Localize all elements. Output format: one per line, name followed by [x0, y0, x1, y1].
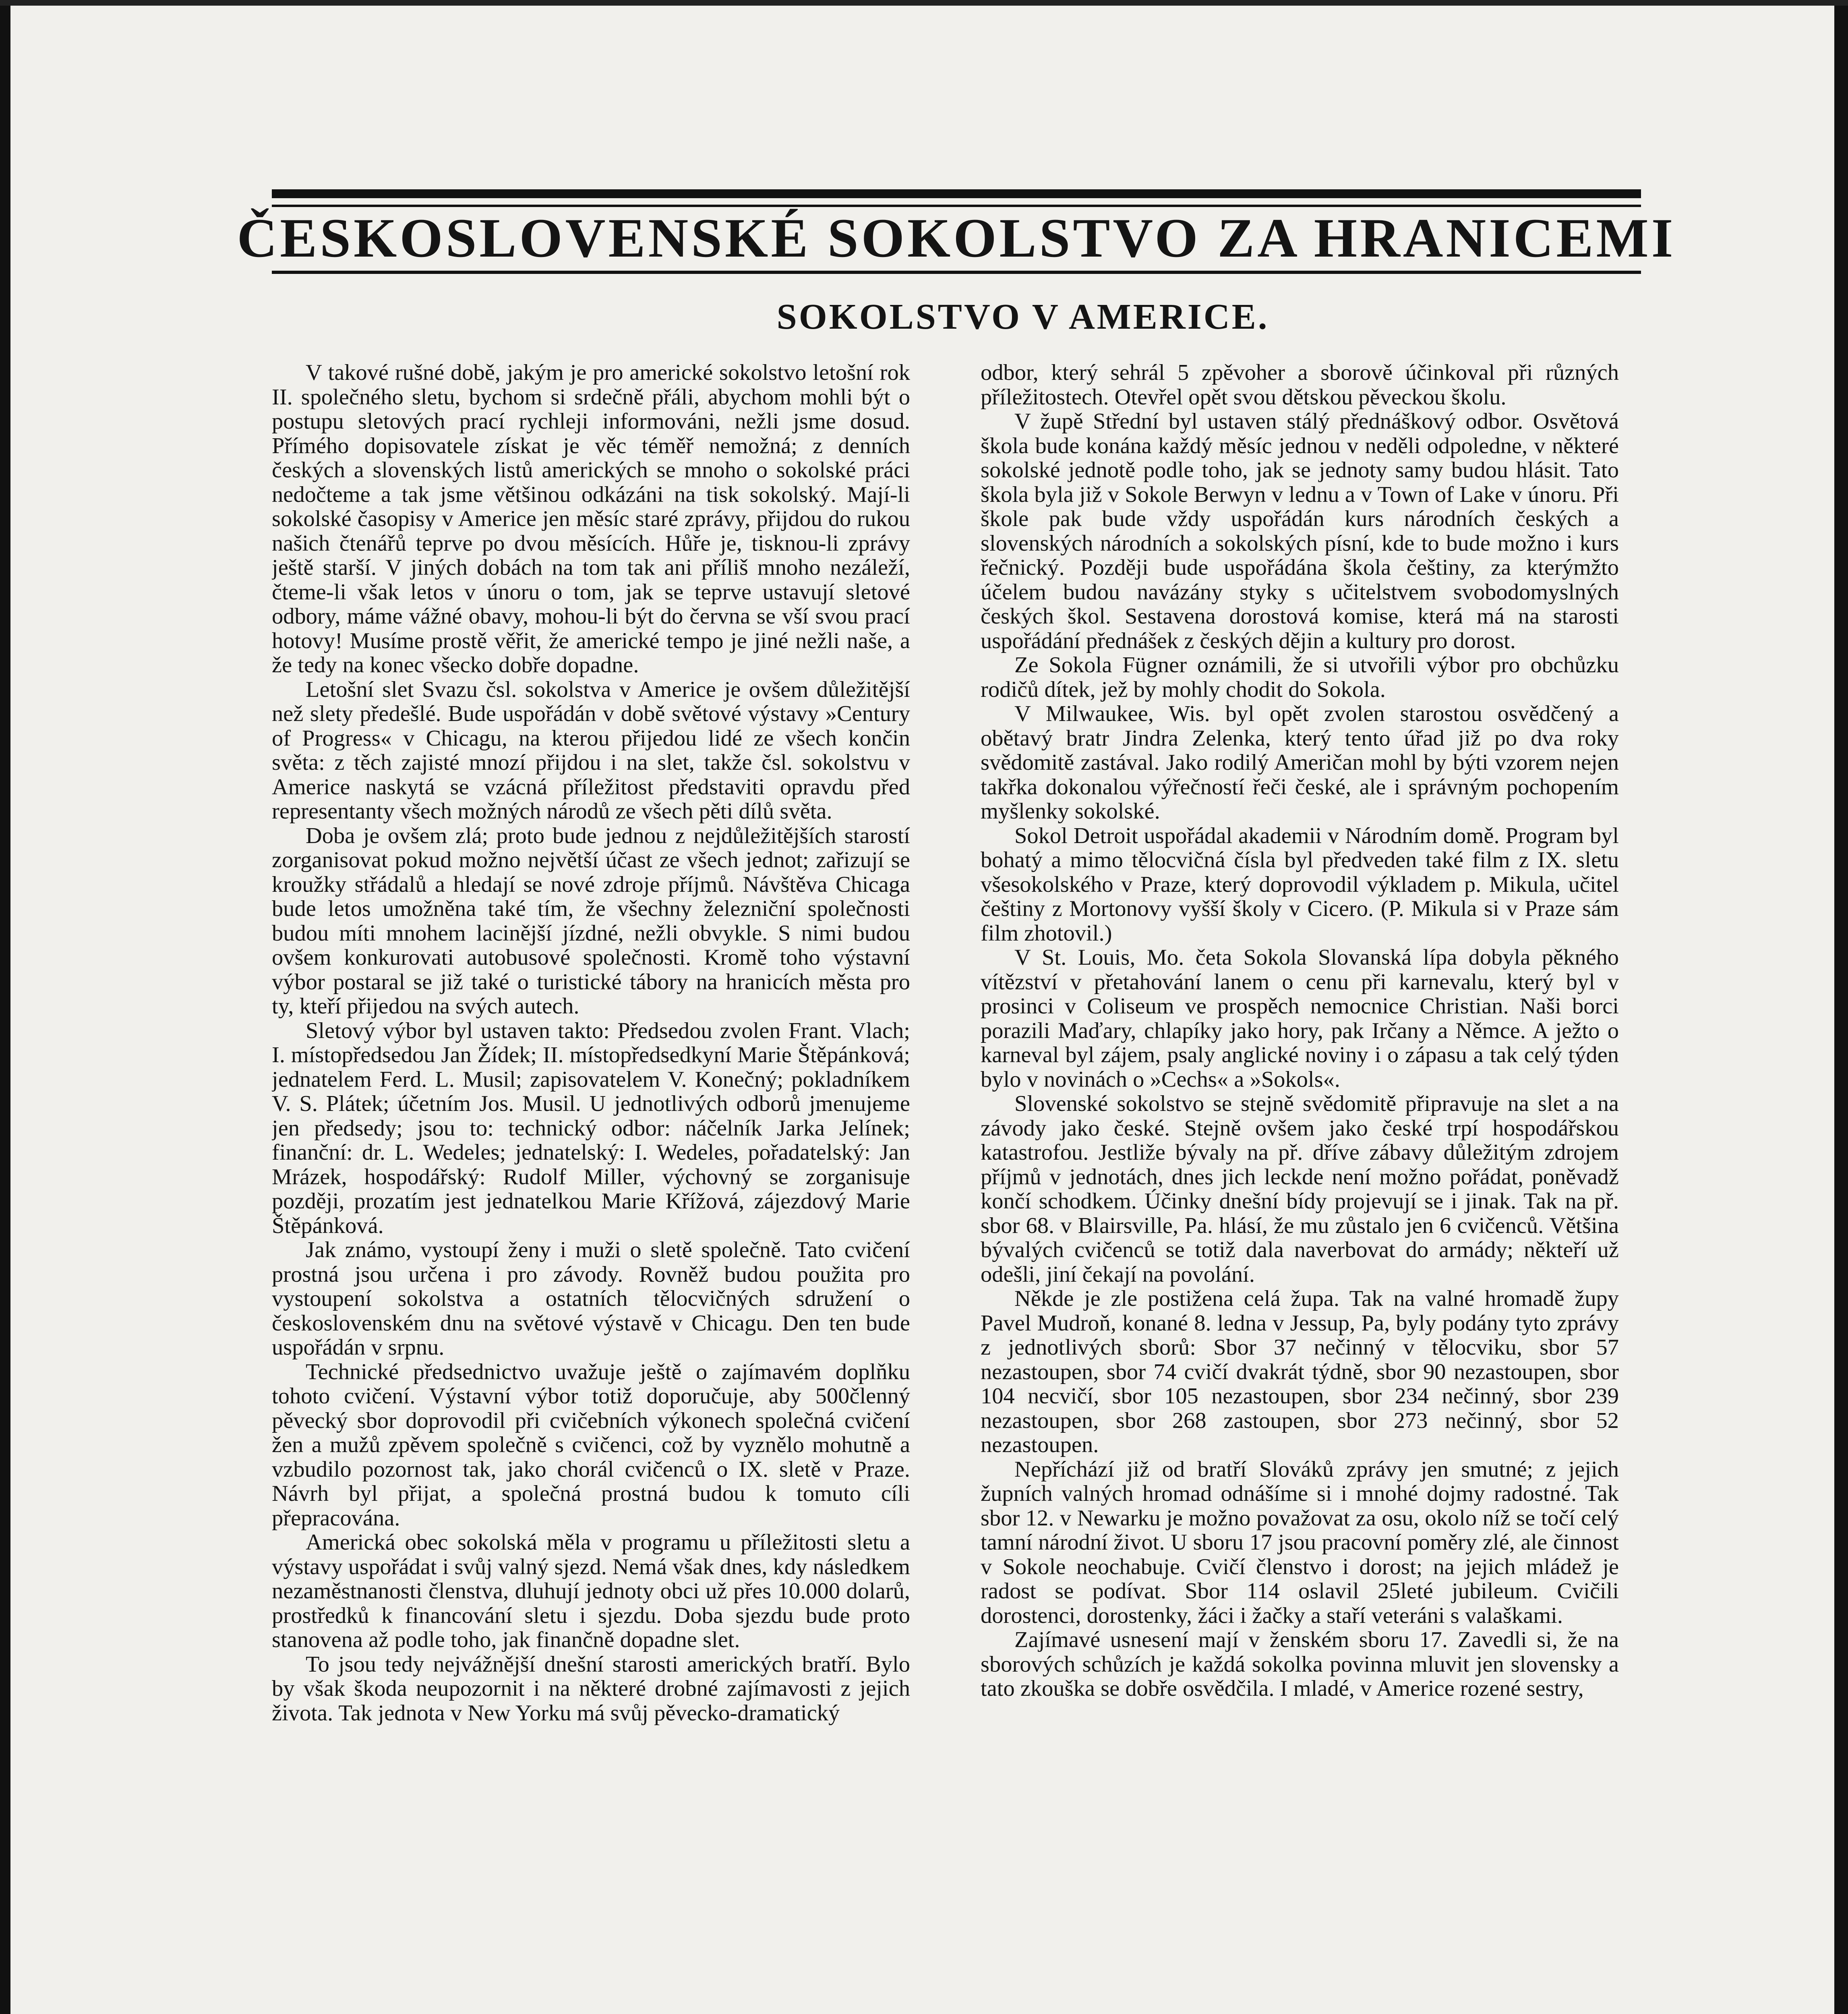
paragraph: V takové rušné době, jakým je pro americké sokolstvo letošní rok II. společného sletu, bychom si srdečně přáli, abychom mohli být o postupu sletových prací rychleji informováni, nežli jsme dosud. Přímého dopisovatele získat je věc téměř nemožná; z denních českých a slovenských listů amerických se mnoho o sokolské práci nedočteme a tak jsme většinou odkázáni na tisk sokolský. Mají-li sokolské časopisy v Americe jen měsíc staré zprávy, přijdou do rukou našich čtenářů teprve po dvou měsících. Hůře je, tisknou-li zprávy ještě starší. V jiných dobách na tom tak ani příliš mnoho nezáleží, čteme-li však letos v únoru o tom, jak se teprve ustavují sletové odbory, máme vážné obavy, mohou-li být do června se vší svou prací hotovy! Musíme prostě věřit, že americké tempo je jiné nežli naše, a že tedy na konec všecko dobře dopadne.: [272, 361, 910, 678]
paragraph: Zajímavé usnesení mají v ženském sboru 17. Zavedli si, že na sborových schůzích je každá sokolka povinna mluvit jen slovensky a tato zkouška se dobře osvědčila. I mladé, v Americe rozené sestry,: [981, 1627, 1619, 1701]
paragraph: Technické předsednictvo uvažuje ještě o zajímavém doplňku tohoto cvičení. Výstavní výbor totiž doporučuje, aby 500členný pěvecký sbor doprovodil při cvičebních výkonech společná cvičení žen a mužů zpěvem společně s cvičenci, což by vyznělo mohutně a vzbudilo pozornost tak, jako chorál cvičenců o IX. sletě v Praze. Návrh byl přijat, a společná prostná budou k tomuto cíli přepracována.: [272, 1359, 910, 1531]
paragraph: Americká obec sokolská měla v programu u příležitosti sletu a výstavy uspořádat i svůj valný sjezd. Nemá však dnes, kdy následkem nezaměstnanosti členstva, dluhují jednoty obci už přes 10.000 dolarů, prostředků k financování sletu i sjezdu. Doba sjezdu bude proto stanovena až podle toho, jak finančně dopadne slet.: [272, 1530, 910, 1652]
scan-edge-left: [0, 0, 10, 2014]
paragraph-continued: odbor, který sehrál 5 zpěvoher a sborově účinkoval při různých příležitostech. Otevřel opět svou dětskou pěveckou školu.: [981, 361, 1619, 410]
paragraph: Někde je zle postižena celá župa. Tak na valné hromadě župy Pavel Mudroň, konané 8. ledna v Jessup, Pa, byly podány tyto zprávy z jednotlivých sborů: Sbor 37 nečinný v tělocviku, sbor 57 nezastoupen, sbor 74 cvičí dvakrát týdně, sbor 90 nezastoupen, sbor 104 necvičí, sbor 105 nezastoupen, sbor 234 nečinný, sbor 239 nezastoupen, sbor 268 zastoupen, sbor 273 nečinný, sbor 52 nezastoupen.: [981, 1286, 1619, 1457]
paragraph: Jak známo, vystoupí ženy i muži o sletě společně. Tato cvičení prostná jsou určena i pro závody. Rovněž budou použita pro vystoupení sokolstva a ostatních tělocvičných sdružení o československém dnu na světové výstavě v Chicagu. Den ten bude uspořádán v srpnu.: [272, 1237, 910, 1360]
paragraph: V župě Střední byl ustaven stálý přednáškový odbor. Osvětová škola bude konána každý měsíc jednou v neděli odpoledne, v některé sokolské jednotě podle toho, jak se jednoty samy budou hlásit. Tato škola byla již v Sokole Berwyn v lednu a v Town of Lake v únoru. Při škole pak bude vždy uspořádán kurs národních českých a slovenských národních a sokolských písní, kde to bude možno i kurs řečnický. Později bude uspořádána škola češtiny, za kterýmžto účelem budou navázány styky s učitelstvem svobodomyslných českých škol. Sestavena dorostová komise, která má na starosti uspořádání přednášek z českých dějin a kultury pro dorost.: [981, 409, 1619, 653]
left-column: [272, 361, 910, 2014]
paragraph: V St. Louis, Mo. četa Sokola Slovanská lípa dobyla pěkného vítězství v přetahování lanem o cenu při karnevalu, který byl v prosinci v Coliseum ve prospěch nemocnice Christian. Naši borci porazili Maďary, chlapíky jako hory, pak Irčany a Němce. A ježto o karneval byl zájem, psaly anglické noviny i o zápasu a tak celý týden bylo v novinách o »Cechs« a »Sokols«.: [981, 945, 1619, 1092]
scan-edge-right: [1834, 0, 1848, 2014]
masthead-rule-thick: [272, 189, 1641, 198]
paragraph: To jsou tedy nejvážnější dnešní starosti amerických bratří. Bylo by však škoda neupozornit i na některé drobné zajímavosti z jejich života. Tak jednota v New Yorku má svůj pěvecko-dramatický: [272, 1651, 910, 1726]
paragraph: V Milwaukee, Wis. byl opět zvolen starostou osvědčený a obětavý bratr Jindra Zelenka, který tento úřad již po dva roky svědomitě zastával. Jako rodilý Američan mohl by býti vzorem nejen takřka dokonalou výřečností řeči české, ale i správným pochopením myšlenky sokolské.: [981, 701, 1619, 824]
paragraph: Nepříchází již od bratří Slováků zprávy jen smutné; z jejich župních valných hromad odnášíme si i mnohé dojmy radostné. Tak sbor 12. v Newarku je možno považovat za osu, okolo níž se točí celý tamní národní život. U sboru 17 jsou pracovní poměry zlé, ale činnost v Sokole neochabuje. Cvičí členstvo i dorost; na jejich mládež je radost se podívat. Sbor 114 oslavil 25leté jubileum. Cvičili dorostenci, dorostenky, žáci i žačky a staří veteráni s valaškami.: [981, 1457, 1619, 1628]
scan-edge-top: [0, 0, 1848, 6]
masthead-rule-below: [272, 271, 1641, 274]
masthead-title: ČESKOSLOVENSKÉ SOKOLSTVO ZA HRANICEMI: [237, 207, 1676, 269]
paragraph: Sletový výbor byl ustaven takto: Předsedou zvolen Frant. Vlach; I. místopředsedou Jan Žídek; II. místopředsedkyní Marie Štěpánková; jednatelem Ferd. L. Musil; zapisovatelem V. Konečný; pokladníkem V. S. Plátek; účetním Jos. Musil. U jednotlivých odborů jmenujeme jen předsedy; jsou to: technický odbor: náčelník Jarka Jelínek; finanční: dr. L. Wedeles; jednatelský: I. Wedeles, pořadatelský: Jan Mrázek, hospodářský: Rudolf Miller, výchovný se zorganisuje později, prozatím jest jednatelkou Marie Křížová, zájezdový Marie Štěpánková.: [272, 1018, 910, 1238]
paragraph: Doba je ovšem zlá; proto bude jednou z nejdůležitějších starostí zorganisovat pokud možno největší účast ze všech jednot; zařizují se kroužky střádalů a hledají se nové zdroje příjmů. Návštěva Chicaga bude letos umožněna také tím, že všechny železniční společnosti budou míti mnohem lacinější jízdné, nežli obvykle. S nimi budou ovšem konkurovati autobusové společnosti. Kromě toho výstavní výbor postaral se již také o turistické tábory na hranicích města pro ty, kteří přijedou na svých autech.: [272, 823, 910, 1019]
paragraph: Letošní slet Svazu čsl. sokolstva v Americe je ovšem důležitější než slety předešlé. Bude uspořádán v době světové výstavy »Century of Progress« v Chicagu, na kterou přijedou lidé ze všech končin světa: z těch zajisté mnozí přijdou i na slet, takže čsl. sokolstvu v Americe naskytá se vzácná příležitost představiti opravdu před representanty všech možných národů ze všech pěti dílů světa.: [272, 677, 910, 824]
paragraph: Ze Sokola Fügner oznámili, že si utvořili výbor pro obchůzku rodičů dítek, jež by mohly chodit do Sokola.: [981, 653, 1619, 702]
right-column: [981, 361, 1619, 2014]
paragraph: Sokol Detroit uspořádal akademii v Národním domě. Program byl bohatý a mimo tělocvičná čísla byl předveden také film z IX. sletu všesokolského v Praze, který doprovodil výkladem p. Mikula, učitel češtiny z Mortonovy vyšší školy v Cicero. (P. Mikula si v Praze sám film zhotovil.): [981, 823, 1619, 946]
paragraph: Slovenské sokolstvo se stejně svědomitě připravuje na slet a na závody jako české. Stejně ovšem jako české trpí hospodářskou katastrofou. Jestliže bývaly na př. dříve zábavy důležitým zdrojem příjmů v jednotách, dnes jich leckde není možno pořádat, poněvadž končí schodkem. Účinky dnešní bídy projevují se i jinak. Tak na př. sbor 68. v Blairsville, Pa. hlásí, že mu zůstalo jen 6 cvičenců. Většina bývalých cvičenců se totiž dala naverbovat do armády; někteří už odešli, jiní čekají na povolání.: [981, 1091, 1619, 1287]
article-title: SOKOLSTVO V AMERICE.: [776, 297, 1269, 337]
